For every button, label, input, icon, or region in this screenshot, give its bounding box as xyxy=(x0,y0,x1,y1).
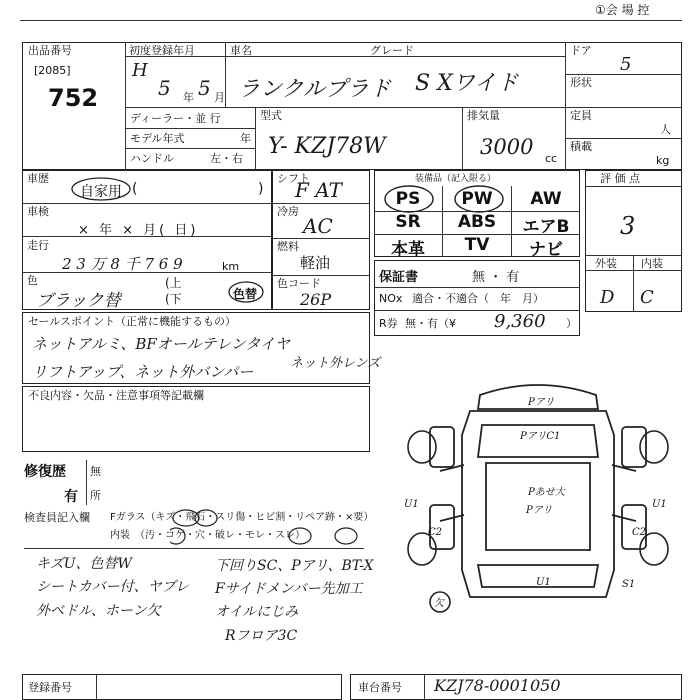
grade-value: S Xワイド xyxy=(415,71,519,96)
ac-label: 冷房 xyxy=(277,205,299,218)
nox-label: NOx xyxy=(379,292,403,305)
diagram-label-rear-s1: S1 xyxy=(622,579,636,590)
warranty-options: 無 ・ 有 xyxy=(472,270,520,285)
diagram-label-center-1: Pあせ大 xyxy=(528,487,565,498)
repair-label: 修復歴 xyxy=(24,464,66,480)
exterior-score: D xyxy=(600,287,615,308)
reg-year-unit: 年 xyxy=(183,91,194,104)
mileage-unit: km xyxy=(222,260,240,273)
sales-point-line-2: ネット外レンズ xyxy=(290,356,381,371)
displacement-value: 3000 xyxy=(480,135,534,159)
inspector-note-3: シートカバー付、ヤブレ xyxy=(36,579,190,595)
fglass-line: Fガラス（キズ・飛石・スリ傷・ヒビ割・リペア跡・×要） xyxy=(110,512,374,523)
equipment-ps: PS xyxy=(395,189,421,209)
model-value: Y- KZJ78W xyxy=(268,134,386,159)
usage-label: 車歴 xyxy=(27,172,49,185)
reg-year: 5 xyxy=(158,76,171,100)
shape-label: 形状 xyxy=(570,76,592,89)
car-name-label: 車名 xyxy=(230,44,252,57)
door-label: ドア xyxy=(570,44,592,57)
recycle-value: 無・有（¥ xyxy=(405,317,456,330)
equipment-tv: TV xyxy=(464,235,490,255)
usage-paren-close: ) xyxy=(258,181,264,197)
diagram-label-left-c2: C2 xyxy=(428,527,443,538)
header-divider xyxy=(20,20,682,21)
equipment-label: 装備品（記入限る） xyxy=(415,174,497,184)
repair-have: 有 xyxy=(64,489,78,505)
chassis-value: KZJ78-0001050 xyxy=(434,676,561,695)
equipment-abs: ABS xyxy=(457,212,497,232)
usage-paren: ( xyxy=(132,181,138,197)
grade-label: グレード xyxy=(370,44,414,57)
sales-point-line-1: ネットアルミ、BFオールテレンタイヤ xyxy=(32,335,290,353)
inspector-note-5: 外ベドル、ホーン欠 xyxy=(36,603,161,619)
displacement-unit: cc xyxy=(545,152,558,165)
model-year-unit: 年 xyxy=(240,132,251,145)
model-label: 型式 xyxy=(260,109,282,122)
defects-label: 不良内容・欠品・注意事項等記載欄 xyxy=(28,389,204,402)
color-up: (上 xyxy=(165,276,182,290)
repair-nashi: 無 xyxy=(90,465,101,478)
reg-era: H xyxy=(132,60,148,81)
color-code-label: 色コード xyxy=(277,277,321,290)
inspector-note-7: Rフロア3C xyxy=(225,628,298,644)
color-down: (下 xyxy=(165,292,182,306)
repair-sho: 所 xyxy=(90,489,101,502)
mileage-label: 走行 xyxy=(27,239,49,252)
inspector-note-1: キズU、色替W xyxy=(36,556,132,572)
warranty-label: 保証書 xyxy=(379,270,419,285)
equipment-leather: 本革 xyxy=(391,240,425,260)
reg-month: 5 xyxy=(198,76,211,100)
weight-label: 積載 xyxy=(570,140,592,153)
sales-points-label: セールスポイント（正常に機能するもの） xyxy=(28,315,237,328)
equipment-sr: SR xyxy=(395,212,421,232)
interior-score: C xyxy=(640,287,654,308)
color-value: ブラック替 xyxy=(36,291,121,311)
interior-line: 内装 （汚・コゲ・穴・破レ・モレ・スレ） xyxy=(110,530,305,541)
color-badge: 色替 xyxy=(233,287,258,301)
fuel-label: 燃料 xyxy=(277,240,299,253)
shift-value: F AT xyxy=(295,178,342,202)
inspector-note-4: Fサイドメンバー先加工 xyxy=(215,581,363,597)
equipment-aw: AW xyxy=(530,189,562,209)
color-badge-circle xyxy=(228,281,264,303)
diagram-label-missing: 欠 xyxy=(434,598,444,609)
exterior-label: 外装 xyxy=(595,257,617,270)
door-value: 5 xyxy=(620,54,632,75)
handle-value: 左・右 xyxy=(210,152,243,165)
lot-code: [2085] xyxy=(34,64,71,77)
reg-date-label: 初度登録年月 xyxy=(129,44,195,57)
equipment-airbag: エアB xyxy=(522,217,570,237)
score-label: 評 価 点 xyxy=(600,172,640,185)
diagram-label-roof: Pアリ xyxy=(528,397,555,408)
chassis-label: 車台番号 xyxy=(358,681,402,694)
diagram-label-center-2: Pアリ xyxy=(526,505,553,516)
diagram-label-rear-u1: U1 xyxy=(536,577,551,588)
dealer-label: ディーラー・並 行 xyxy=(130,112,221,125)
nox-value: 適合・不適合（ 年 月） xyxy=(412,292,544,305)
inspection-label: 車検 xyxy=(27,205,49,218)
inspection-value: × 年 × 月( 日) xyxy=(78,223,199,238)
shift-label: シフト xyxy=(277,172,310,185)
usage-value: 自家用 xyxy=(80,184,122,200)
recycle-amount: 9,360 xyxy=(494,311,546,332)
sales-point-line-3: リフトアップ、ネット外バンパー xyxy=(32,363,254,381)
usage-circle xyxy=(70,176,132,202)
lot-number: 752 xyxy=(48,84,99,112)
ac-value: AC xyxy=(303,214,333,238)
inspector-note-2: 下回りSC、Pアリ、BT-X xyxy=(215,558,374,574)
equipment-pw: PW xyxy=(461,189,493,209)
recycle-close: ） xyxy=(566,317,577,330)
diagram-label-front: PアリC1 xyxy=(520,431,561,442)
capacity-label: 定員 xyxy=(570,109,592,122)
reg-month-unit: 月 xyxy=(214,91,225,104)
recycle-label: R券 xyxy=(379,317,398,330)
lot-label: 出品番号 xyxy=(28,44,72,57)
color-code-value: 26P xyxy=(300,290,332,309)
equipment-navi: ナビ xyxy=(529,240,563,260)
diagram-label-left-u1: U1 xyxy=(404,499,419,510)
car-damage-diagram xyxy=(400,365,690,625)
mileage-value: 2 3 万 8 千 7 6 9 xyxy=(62,255,183,273)
handle-label: ハンドル xyxy=(130,152,174,165)
car-name-value: ランクルプラド xyxy=(238,77,391,102)
displacement-label: 排気量 xyxy=(467,109,500,122)
inspector-label: 検査員記入欄 xyxy=(24,511,90,524)
inspector-marks xyxy=(170,506,360,548)
color-label: 色 xyxy=(27,274,38,287)
interior-label: 内装 xyxy=(641,257,663,270)
diagram-label-right-c2: C2 xyxy=(632,527,647,538)
header-right-label: ①会 場 控 xyxy=(595,3,650,17)
equipment-circles xyxy=(384,184,514,214)
weight-unit: kg xyxy=(656,154,670,167)
score-value: 3 xyxy=(620,212,636,240)
model-year-label: モデル年式 xyxy=(130,132,185,145)
capacity-unit: 人 xyxy=(660,123,671,136)
inspector-note-6: オイルにじみ xyxy=(215,604,299,620)
reg-number-label: 登録番号 xyxy=(28,681,72,694)
fuel-value: 軽油 xyxy=(300,254,331,272)
diagram-label-right-u1: U1 xyxy=(652,499,667,510)
